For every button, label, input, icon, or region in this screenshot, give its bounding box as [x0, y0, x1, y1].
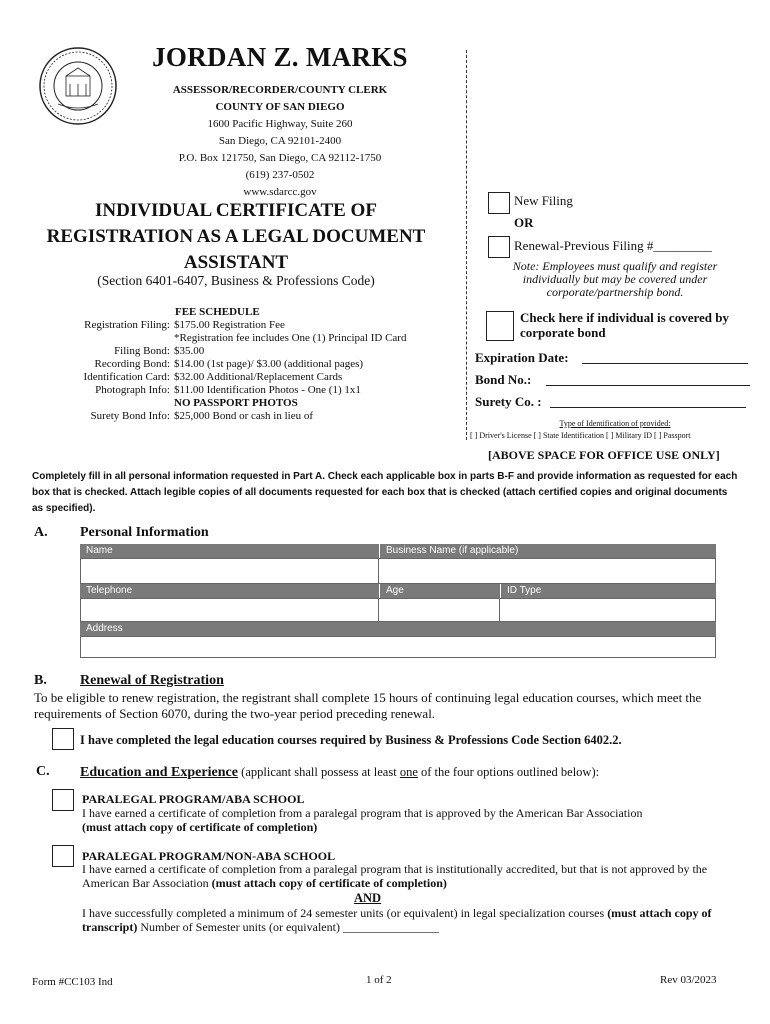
expiration-label: Expiration Date:	[475, 350, 569, 365]
aba-school-title: PARALEGAL PROGRAM/ABA SCHOOL	[82, 792, 305, 806]
fee-row	[0, 319, 460, 332]
aba-school-checkbox[interactable]	[52, 789, 74, 811]
part-a-letter: A.	[34, 525, 48, 540]
bond-no-field[interactable]	[546, 385, 750, 386]
website-link[interactable]: www.sdarcc.gov	[243, 186, 317, 198]
fee-value: $35.00	[174, 345, 205, 357]
aba-school-text: I have earned a certificate of completion from a paralegal program that is approved by the American Bar Association	[82, 806, 643, 820]
and-label: AND	[354, 891, 382, 905]
part-c-subtitle-one: one	[399, 765, 418, 779]
business-name-field[interactable]	[379, 558, 716, 584]
surety-field[interactable]	[550, 407, 746, 408]
part-c-letter: C.	[36, 764, 50, 779]
form-title	[22, 198, 450, 276]
education-completed-checkbox[interactable]	[52, 728, 74, 750]
page-number: 1 of 2	[366, 974, 392, 986]
fee-row	[0, 345, 460, 358]
fee-row	[0, 397, 460, 410]
fee-label	[0, 397, 170, 410]
telephone-header: Telephone	[80, 584, 379, 598]
corporate-bond-checkbox[interactable]	[486, 311, 514, 341]
fee-row	[0, 371, 460, 384]
part-c-title: Education and Experience	[80, 765, 238, 780]
part-c-subtitle-post: of the four options outlined below):	[417, 765, 600, 779]
aba-school-requirement: (must attach copy of certificate of completion)	[82, 820, 318, 834]
fee-value: $175.00 Registration Fee	[174, 319, 285, 331]
address-line-1: 1600 Pacific Highway, Suite 260	[207, 118, 353, 130]
form-title-line-1: INDIVIDUAL CERTIFICATE OF	[95, 200, 377, 221]
fee-label: Identification Card:	[83, 371, 170, 383]
new-filing-label: New Filing	[514, 193, 573, 208]
age-header: Age	[379, 584, 500, 598]
fee-value: $14.00 (1st page)/ $3.00 (additional pages)	[174, 358, 364, 370]
non-aba-text-1: I have earned a certificate of completion from a paralegal program that is institutionally accredited, but that is not approved by the American Bar Association	[82, 862, 708, 890]
form-number: Form #CC103 Ind	[32, 976, 113, 988]
fee-value: $32.00 Additional/Replacement Cards	[174, 371, 343, 383]
phone: (619) 237-0502	[245, 169, 315, 181]
fee-label: Registration Filing:	[84, 319, 170, 331]
fee-schedule	[0, 319, 460, 423]
renewal-label: Renewal-Previous Filing #_________	[514, 238, 712, 253]
id-type-header: ID Type	[500, 584, 716, 598]
fee-row	[0, 332, 460, 345]
fee-label: Filing Bond:	[114, 345, 170, 357]
name-field[interactable]	[80, 558, 379, 584]
business-name-header: Business Name (if applicable)	[379, 544, 716, 558]
name-header: Name	[80, 544, 379, 558]
fee-label: Photograph Info:	[95, 384, 170, 396]
expiration-date-field[interactable]	[582, 363, 748, 364]
non-aba-units-text	[82, 906, 732, 934]
revision-date: Rev 03/2023	[660, 974, 717, 986]
assessor-name: JORDAN Z. MARKS	[152, 42, 408, 72]
surety-label: Surety Co. :	[475, 394, 542, 409]
part-c-heading	[80, 764, 599, 781]
part-c-subtitle-pre: (applicant shall possess at least	[241, 765, 400, 779]
header-divider	[466, 50, 467, 440]
or-label: OR	[514, 215, 534, 230]
id-type-field[interactable]	[500, 598, 716, 622]
non-aba-text-2: I have successfully completed a minimum of 24 semester units (or equivalent) in legal specialization courses	[82, 906, 608, 920]
telephone-field[interactable]	[80, 598, 379, 622]
employee-note: Note: Employees must qualify and register individually but may be covered under corporate/partnership bond.	[512, 259, 718, 299]
part-a-title: Personal Information	[80, 525, 209, 540]
form-title-line-3: ASSISTANT	[183, 252, 289, 273]
non-aba-bold-2: (must attach copy of transcript)	[82, 906, 712, 934]
id-type-options[interactable]: [ ] Driver's License [ ] State Identification [ ] Military ID [ ] Passport	[470, 431, 691, 440]
office-use-label: [ABOVE SPACE FOR OFFICE USE ONLY]	[488, 448, 720, 462]
renewal-checkbox[interactable]	[488, 236, 510, 258]
id-type-heading: Type of Identification of provided:	[559, 419, 671, 428]
address-line-2: San Diego, CA 92101-2400	[218, 135, 342, 147]
form-title-line-2: REGISTRATION AS A LEGAL DOCUMENT	[46, 226, 426, 247]
bond-no-label: Bond No.:	[475, 372, 532, 387]
new-filing-checkbox[interactable]	[488, 192, 510, 214]
fee-label: Recording Bond:	[94, 358, 170, 370]
fee-row	[0, 384, 460, 397]
address-header: Address	[80, 622, 716, 636]
fee-value: $11.00 Identification Photos - One (1) 1x1	[174, 384, 361, 396]
age-field[interactable]	[379, 598, 500, 622]
part-b-letter: B.	[34, 673, 47, 688]
code-section: (Section 6401-6407, Business & Professions Code)	[97, 273, 375, 288]
po-box: P.O. Box 121750, San Diego, CA 92112-1750	[178, 152, 382, 164]
non-aba-bold-1: (must attach copy of certificate of completion)	[211, 876, 447, 890]
instructions: Completely fill in all personal information requested in Part A. Check each applicable box in parts B-F and provide information as requested for each box that is checked. Attach legible copies of all documents requested for each box that is checked (attach certified copies and original documents as specified).	[32, 471, 738, 514]
education-completed-label: I have completed the legal education courses required by Business & Professions Code Section 6402.2.	[80, 733, 622, 747]
fee-row	[0, 410, 460, 423]
personal-info-grid	[80, 544, 716, 658]
fee-label	[0, 332, 170, 345]
fee-schedule-heading: FEE SCHEDULE	[175, 306, 260, 318]
non-aba-school-text	[82, 862, 732, 890]
corporate-bond-label: Check here if individual is covered by corporate bond	[520, 310, 729, 340]
part-b-title: Renewal of Registration	[80, 673, 224, 688]
part-b-text: To be eligible to renew registration, the registrant shall complete 15 hours of continuing legal education courses, which meet the requirements of Section 6070, during the two-year period preceding renewal.	[34, 690, 702, 721]
fee-row	[0, 358, 460, 371]
fee-value: $25,000 Bond or cash in lieu of	[174, 410, 314, 422]
non-aba-text-3[interactable]: Number of Semester units (or equivalent) ________________	[137, 920, 439, 934]
fee-value: *Registration fee includes One (1) Principal ID Card	[174, 332, 407, 344]
county-seal-logo	[38, 46, 118, 126]
address-field[interactable]	[80, 636, 716, 658]
fee-value: NO PASSPORT PHOTOS	[174, 397, 298, 409]
county-name: COUNTY OF SAN DIEGO	[215, 101, 345, 113]
fee-label: Surety Bond Info:	[90, 410, 170, 422]
assessor-role: ASSESSOR/RECORDER/COUNTY CLERK	[172, 84, 388, 96]
non-aba-school-title: PARALEGAL PROGRAM/NON-ABA SCHOOL	[82, 849, 336, 863]
non-aba-school-checkbox[interactable]	[52, 845, 74, 867]
